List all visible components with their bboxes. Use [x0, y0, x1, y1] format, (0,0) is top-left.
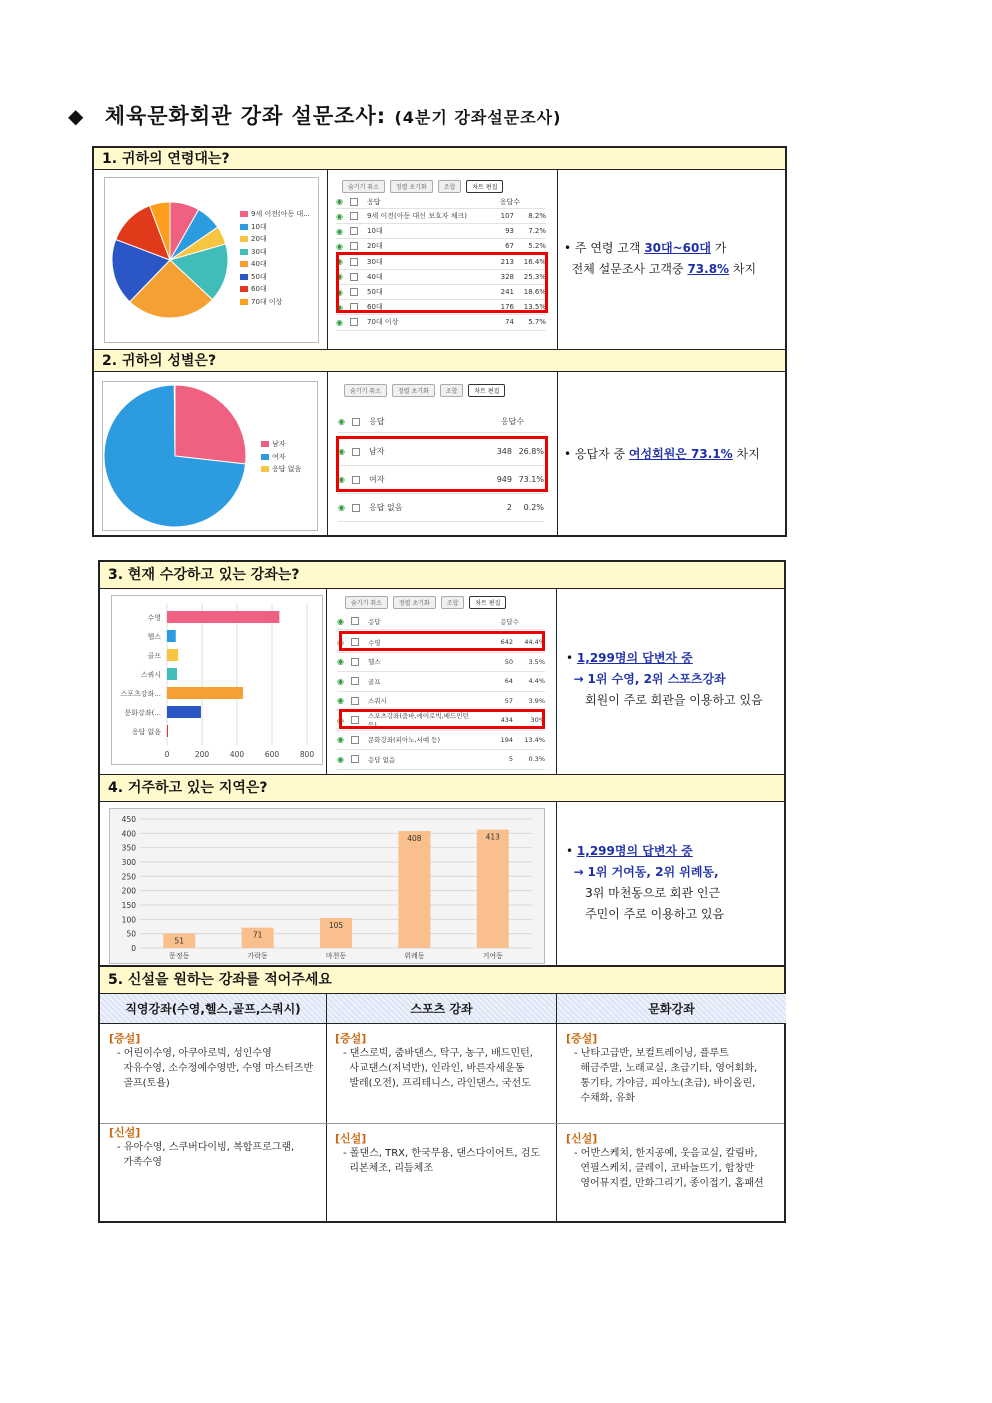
unhide-button[interactable]: 숨기기 취소 [344, 384, 387, 397]
page-title [68, 100, 561, 130]
unhide-button[interactable]: 숨기기 취소 [345, 596, 388, 609]
title-sub: (4분기 강좌설문조사) [394, 108, 562, 127]
y-tick-label: 0 [131, 944, 136, 953]
q2-pie-chart [103, 382, 253, 532]
q3-highlight-box-2 [339, 709, 545, 729]
bar [167, 649, 178, 661]
y-tick-label: 200 [121, 886, 136, 896]
eye-icon[interactable]: ◉ [336, 287, 343, 297]
legend-item: 남자 [261, 438, 301, 451]
q4-heading: 4. 거주하고 있는 지역은? [100, 775, 784, 802]
table-row: ◉ 70대 이상 74 5.7% [336, 315, 546, 330]
q3-bar-chart-frame [111, 595, 323, 765]
y-tick-label: 250 [121, 872, 136, 882]
category-label: 가락동 [247, 952, 268, 960]
eye-icon[interactable]: ◉ [337, 735, 344, 745]
checkbox[interactable] [351, 617, 359, 625]
reset-sort-button[interactable]: 정렬 초기화 [390, 180, 433, 193]
data-label: 105 [328, 920, 344, 930]
q2-response-table [338, 381, 548, 531]
category-label: 스쿼시 [140, 671, 161, 679]
bar [167, 668, 177, 680]
checkbox[interactable] [351, 658, 359, 666]
y-tick-label: 450 [121, 815, 136, 824]
q1-pie-chart [110, 190, 240, 330]
y-tick-label: 100 [121, 915, 136, 925]
bar [167, 687, 243, 699]
col-head-culture: 문화강좌 [557, 994, 786, 1024]
bar [167, 725, 168, 737]
q1-summary: • 주 연령 고객 30대~60대 가 전체 설문조사 고객중 73.8% 차지 [564, 241, 757, 276]
legend-item: 9세 이전(아동 대... [240, 208, 310, 221]
sports-new-cell: [신설] - 폴댄스, TRX, 한국무용, 댄스다이어트, 검도 리본체조, 리듬체조 [335, 1132, 541, 1174]
edit-chart-button[interactable]: 차트 편집 [466, 180, 503, 193]
q1-heading: 1. 귀하의 연령대는? [94, 148, 785, 170]
legend-item: 30대 [240, 246, 310, 259]
checkbox[interactable] [350, 212, 358, 220]
q1-highlight-box [336, 252, 548, 313]
q1-pie-chart-frame [104, 177, 319, 343]
q3-heading: 3. 현재 수강하고 있는 강좌는? [100, 562, 784, 589]
eye-icon[interactable]: ◉ [337, 715, 344, 725]
category-label: 마천동 [325, 952, 347, 960]
legend-item: 20대 [240, 233, 310, 246]
x-tick-label: 0 [164, 750, 170, 759]
category-label: 응답 없음 [131, 728, 161, 736]
table-row: ◉ 30대 213 16.4% [336, 255, 546, 270]
table-row: ◉ 40대 328 25.3% [336, 270, 546, 285]
q3-bar-chart [112, 596, 322, 764]
data-label: 408 [407, 834, 422, 844]
legend-item: 여자 [261, 451, 301, 464]
pie-slice [175, 385, 246, 464]
direct-new-cell: [신설] - 유아수영, 스쿠버다이빙, 복합프로그램, 가족수영 [109, 1126, 295, 1168]
checkbox[interactable] [351, 755, 359, 763]
y-tick-label: 400 [121, 829, 136, 839]
eye-icon[interactable]: ◉ [337, 637, 344, 647]
data-label: 413 [485, 832, 500, 842]
table-row: ◉ 스포츠강좌(줌바,에어로빅,배드민턴 등) 434 30% [337, 712, 545, 730]
x-tick-label: 400 [229, 750, 245, 759]
eye-icon[interactable]: ◉ [337, 657, 344, 667]
checkbox[interactable] [352, 504, 360, 512]
checkbox[interactable] [351, 736, 359, 744]
category-label: 문정동 [169, 952, 190, 960]
eye-icon[interactable]: ◉ [336, 211, 343, 221]
survey-box-3 [98, 967, 786, 1223]
combine-button[interactable]: 조합 [440, 384, 464, 397]
eye-icon[interactable]: ◉ [338, 503, 345, 512]
table-row: ◉ 9세 이전(아동 대신 보호자 체크) 107 8.2% [336, 209, 546, 224]
q4-bar-chart [110, 809, 544, 963]
edit-chart-button[interactable]: 차트 편집 [469, 596, 506, 609]
data-label: 51 [174, 936, 184, 946]
x-tick-label: 600 [264, 750, 280, 759]
col-head-sports: 스포츠 강좌 [326, 994, 557, 1024]
legend-item: 50대 [240, 271, 310, 284]
table-row: ◉ 문화강좌(피아노,서예 등) 194 13.4% [337, 731, 545, 751]
category-label: 위례동 [404, 952, 425, 960]
y-tick-label: 300 [121, 858, 136, 867]
eye-icon[interactable]: ◉ [338, 417, 345, 426]
table-row: ◉ 수영 642 44.4% [337, 633, 545, 653]
direct-expand-cell: [증설] - 어린이수영, 아쿠아로빅, 성인수영 자유수영, 소수정예수영반, 수영 마스터즈반 골프(토욜) [109, 1032, 314, 1089]
category-label: 문화강좌(... [124, 709, 161, 717]
q5-heading: 5. 신설을 원하는 강좌를 적어주세요 [100, 967, 784, 994]
x-tick-label: 800 [299, 750, 315, 759]
survey-box-1 [92, 146, 787, 537]
title-main: 체육문화회관 강좌 설문조사: [104, 104, 387, 128]
q2-highlight-box [336, 436, 548, 492]
table-header-row: ◉ 응답 응답수 [336, 195, 546, 209]
table-row: ◉ 50대 241 18.6% [336, 285, 546, 300]
y-tick-label: 150 [121, 901, 136, 910]
eye-icon[interactable]: ◉ [336, 226, 343, 236]
bar [398, 831, 430, 948]
table-row: ◉ 헬스 50 3.5% [337, 653, 545, 673]
col-head-direct: 직영강좌(수영,헬스,골프,스쿼시) [100, 994, 326, 1024]
data-label: 71 [252, 930, 263, 940]
y-tick-label: 50 [126, 929, 136, 939]
table-row: ◉ 골프 64 4.4% [337, 672, 545, 692]
y-tick-label: 350 [121, 843, 136, 853]
q4-summary: • 1,299명의 답변자 중 → 1위 거여동, 2위 위례동, 3위 마천동으로 회관 인근 주민이 주로 이용하고 있음 [566, 844, 725, 921]
checkbox[interactable] [350, 198, 358, 206]
eye-icon[interactable]: ◉ [337, 676, 344, 686]
legend-item: 40대 [240, 258, 310, 271]
category-label: 골프 [147, 652, 161, 660]
pie-slice [174, 385, 175, 456]
checkbox[interactable] [350, 242, 358, 250]
q3-summary: • 1,299명의 답변자 중 → 1위 수영, 2위 스포츠강좌 회원이 주로 회관을 이용하고 있음 [566, 651, 763, 707]
table-row: ◉ 남자 348 26.8% [338, 438, 544, 466]
table-row: ◉ 10대 93 7.2% [336, 224, 546, 239]
edit-chart-button[interactable]: 차트 편집 [468, 384, 505, 397]
q1-legend [240, 208, 310, 308]
culture-expand-cell: [증설] - 난타고급반, 보컬트레이닝, 플루트 해금주말, 노래교실, 초급기타, 영어회화, 통기타, 가야금, 피아노(초급), 바이올린, 수채화, 유화 [566, 1032, 758, 1104]
eye-icon[interactable]: ◉ [336, 317, 343, 327]
category-label: 거여동 [482, 952, 503, 960]
culture-new-cell: [신설] - 어반스케치, 한지공예, 웃음교실, 칼림바, 연필스케치, 클레이, 코바늘뜨기, 합창반 영어뮤지컬, 만화그리기, 종이접기, 홈패션 [566, 1132, 764, 1189]
bar [167, 630, 176, 642]
table-row: ◉ 스쿼시 57 3.9% [337, 692, 545, 712]
diamond-icon: ◆ [68, 104, 85, 128]
sports-expand-cell: [증설] - 댄스로빅, 줌바댄스, 탁구, 농구, 배드민턴, 사교댄스(저녁반), 인라인, 바른자세운동 발레(오전), 프리테니스, 라인댄스, 국선도 [335, 1032, 533, 1089]
eye-icon[interactable]: ◉ [337, 616, 344, 626]
category-label: 스포츠강좌... [120, 690, 161, 698]
reset-sort-button[interactable]: 정렬 초기화 [392, 384, 435, 397]
combine-button[interactable]: 조합 [438, 180, 462, 193]
checkbox[interactable] [351, 697, 359, 705]
q4-bar-chart-frame [109, 808, 545, 964]
legend-item: 10대 [240, 221, 310, 234]
eye-icon[interactable]: ◉ [338, 475, 345, 484]
eye-icon[interactable]: ◉ [337, 754, 344, 764]
eye-icon[interactable]: ◉ [338, 447, 345, 456]
q2-heading: 2. 귀하의 성별은? [94, 350, 785, 372]
reset-sort-button[interactable]: 정렬 초기화 [393, 596, 436, 609]
q3-response-table [337, 593, 549, 768]
checkbox[interactable] [350, 227, 358, 235]
table-header-row: ◉ 응답 응답수 [337, 613, 545, 630]
legend-item: 70대 이상 [240, 296, 310, 309]
q2-legend [261, 438, 301, 476]
x-tick-label: 200 [194, 750, 210, 759]
bar [167, 706, 201, 718]
eye-icon[interactable]: ◉ [336, 257, 343, 267]
q2-pie-chart-frame [102, 381, 318, 531]
survey-box-2 [98, 560, 786, 967]
checkbox[interactable] [351, 677, 359, 685]
legend-item: 응답 없음 [261, 463, 301, 476]
checkbox[interactable] [352, 418, 360, 426]
table-row: ◉ 60대 176 13.5% [336, 300, 546, 315]
checkbox[interactable] [350, 318, 358, 326]
eye-icon[interactable]: ◉ [336, 241, 343, 251]
q3-highlight-box-1 [339, 631, 545, 651]
eye-icon[interactable]: ◉ [336, 302, 343, 312]
category-label: 수영 [147, 614, 161, 622]
eye-icon[interactable]: ◉ [336, 272, 343, 282]
unhide-button[interactable]: 숨기기 취소 [342, 180, 385, 193]
table-row: ◉ 여자 949 73.1% [338, 466, 544, 494]
legend-item: 60대 [240, 283, 310, 296]
eye-icon[interactable]: ◉ [336, 197, 343, 206]
table-row: ◉ 응답 없음 2 0.2% [338, 494, 544, 522]
table-row: ◉ 응답 없음 5 0.3% [337, 750, 545, 770]
table-row: ◉ 20대 67 5.2% [336, 239, 546, 254]
bar [477, 830, 509, 948]
category-label: 헬스 [147, 633, 161, 641]
eye-icon[interactable]: ◉ [337, 696, 344, 706]
combine-button[interactable]: 조합 [441, 596, 465, 609]
q1-response-table [336, 177, 546, 327]
table-header-row: ◉ 응답 응답수 [338, 411, 544, 433]
bar [167, 611, 279, 623]
q2-summary: • 응답자 중 여성회원은 73.1% 차지 [564, 447, 760, 461]
